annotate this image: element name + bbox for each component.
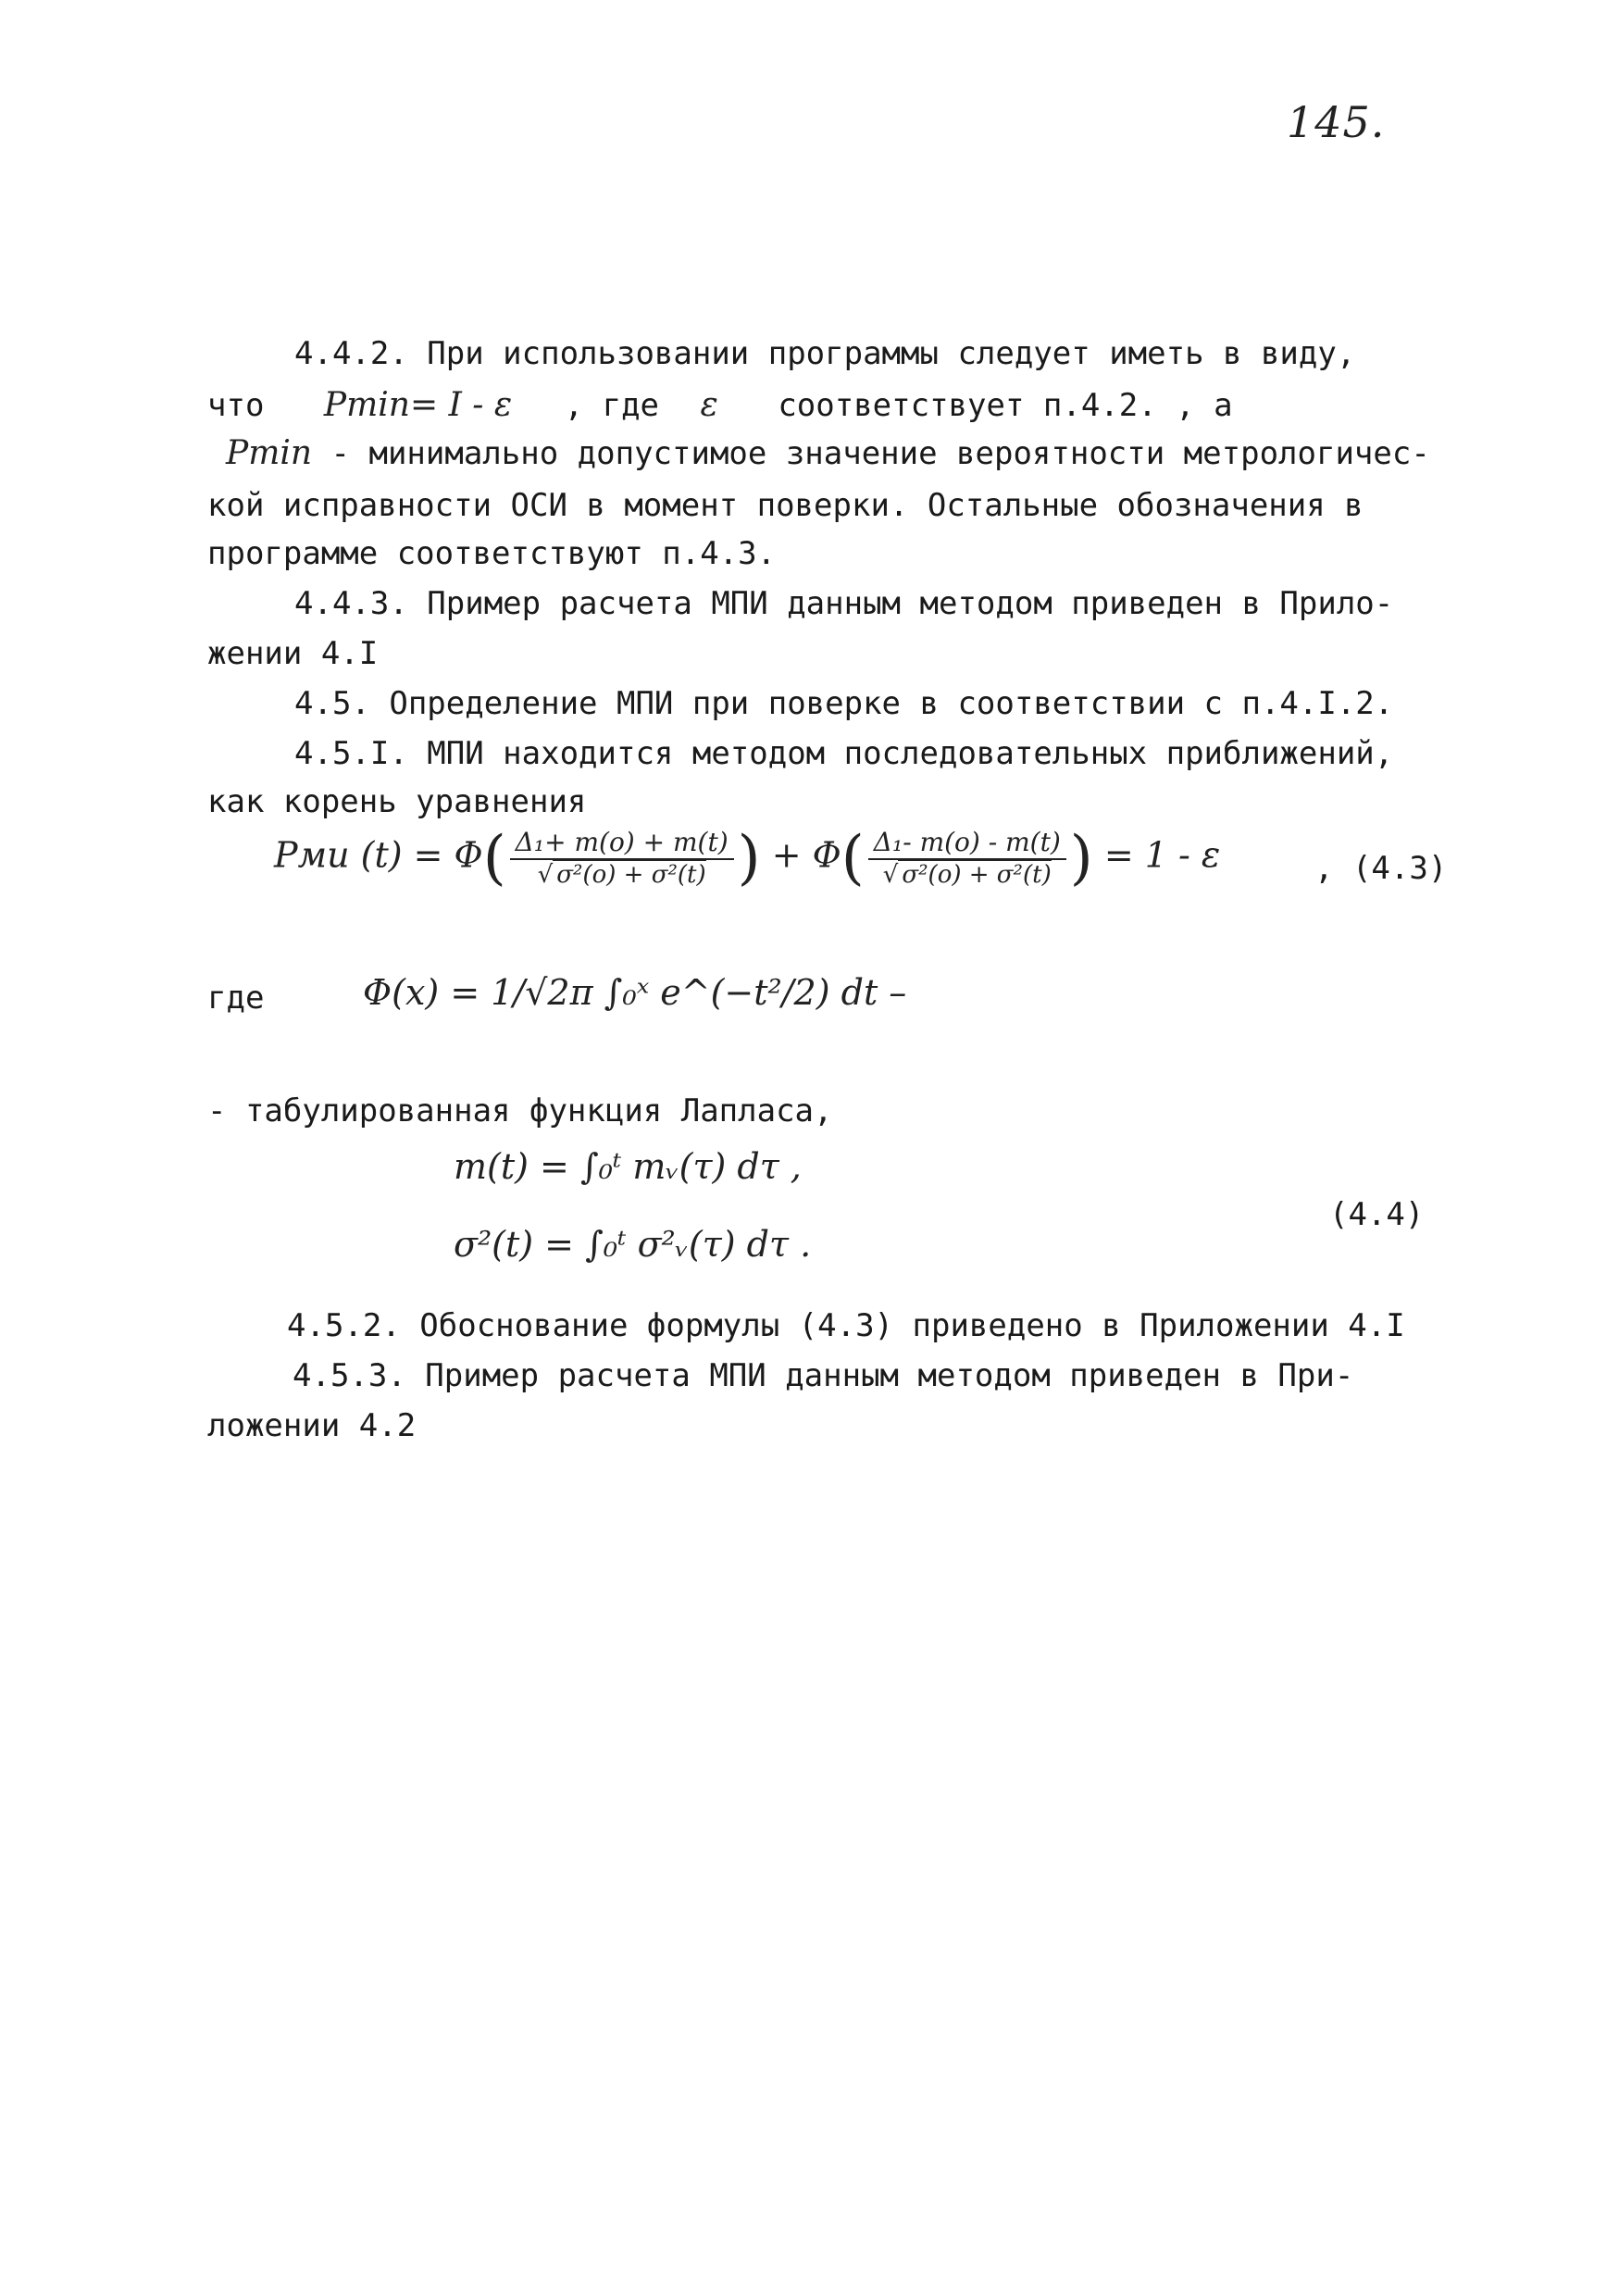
text-where: где xyxy=(207,980,265,1017)
section-4-5-heading: 4.5. Определение МПИ при поверке в соответствии с п.4.I.2. xyxy=(294,685,1394,722)
text-gde: , где xyxy=(564,387,660,424)
laplace-function-definition: Φ(x) = 1/√2π ∫₀ˣ e^(−t²/2) dt – xyxy=(363,972,907,1013)
fraction-1-numerator: Δ₁+ m(o) + m(t) xyxy=(510,827,734,860)
fraction-1 xyxy=(510,827,734,890)
equation-4-3 xyxy=(274,824,1220,892)
text-sootvetstvuet: соответствует п.4.2. , а xyxy=(778,387,1233,424)
fraction-2-radicand: σ²(o) + σ²(t) xyxy=(898,859,1051,889)
equation-4-3-lhs: Pми (t) = Φ xyxy=(274,834,483,876)
equation-4-4-number: (4.4) xyxy=(1329,1196,1425,1233)
paragraph-4-5-1-line-1: 4.5.I. МПИ находится методом последовательных приближений, xyxy=(294,735,1394,772)
paragraph-4-5-2: 4.5.2. Обоснование формулы (4.3) приведено в Приложении 4.I xyxy=(287,1307,1405,1344)
paragraph-4-4-2-line-5: программе соответствуют п.4.3. xyxy=(207,535,777,572)
fraction-1-radicand: σ²(o) + σ²(t) xyxy=(553,859,705,889)
paragraph-4-4-2-line-4: кой исправности ОСИ в момент поверки. Остальные обозначения в xyxy=(207,487,1364,524)
paren-close-1: ) xyxy=(737,824,761,892)
paren-open-1: ( xyxy=(482,824,506,892)
paragraph-4-4-3-line-2: жении 4.I xyxy=(207,635,379,672)
equation-4-3-rhs: = 1 - ε xyxy=(1103,834,1221,876)
equation-4-4-line-1: m(t) = ∫₀ᵗ mᵥ(τ) dτ , xyxy=(454,1146,802,1187)
fraction-1-denominator: √ σ²(o) + σ²(t) xyxy=(537,861,706,889)
paren-open-2: ( xyxy=(841,824,865,892)
page-number: 145. xyxy=(1287,97,1386,147)
text-minimalno: - минимально допустимое значение вероятности метрологичес- xyxy=(330,435,1430,472)
paragraph-4-4-3-line-1: 4.4.3. Пример расчета МПИ данным методом приведен в Прило- xyxy=(294,585,1394,622)
text-chto: что xyxy=(207,387,265,424)
symbol-pmin: Pmin xyxy=(226,434,313,472)
paragraph-4-4-2-line-1: 4.4.2. При использовании программы следует иметь в виду, xyxy=(294,335,1356,372)
paragraph-4-4-2-line-2 xyxy=(207,387,1233,424)
paragraph-4-5-1-line-2: как корень уравнения xyxy=(207,783,587,820)
text-laplace-tabulated: - табулированная функция Лапласа, xyxy=(207,1092,833,1129)
formula-pmin-equals: Pmin= I - ε xyxy=(323,386,513,424)
fraction-2-numerator: Δ₁- m(o) - m(t) xyxy=(868,827,1066,860)
equation-4-3-number: , (4.3) xyxy=(1314,850,1448,887)
fraction-2-denominator: √ σ²(o) + σ²(t) xyxy=(882,861,1052,889)
paragraph-4-5-3-line-1: 4.5.3. Пример расчета МПИ данным методом приведен в При- xyxy=(293,1357,1354,1394)
symbol-epsilon: ε xyxy=(700,386,718,424)
equation-4-4-line-2: σ²(t) = ∫₀ᵗ σ²ᵥ(τ) dτ . xyxy=(454,1224,812,1265)
equation-4-3-plus-phi: + Φ xyxy=(771,834,841,876)
paren-close-2: ) xyxy=(1069,824,1093,892)
paragraph-4-4-2-line-3 xyxy=(226,435,1430,472)
fraction-2 xyxy=(868,827,1066,890)
paragraph-4-5-3-line-2: ложении 4.2 xyxy=(207,1407,417,1444)
